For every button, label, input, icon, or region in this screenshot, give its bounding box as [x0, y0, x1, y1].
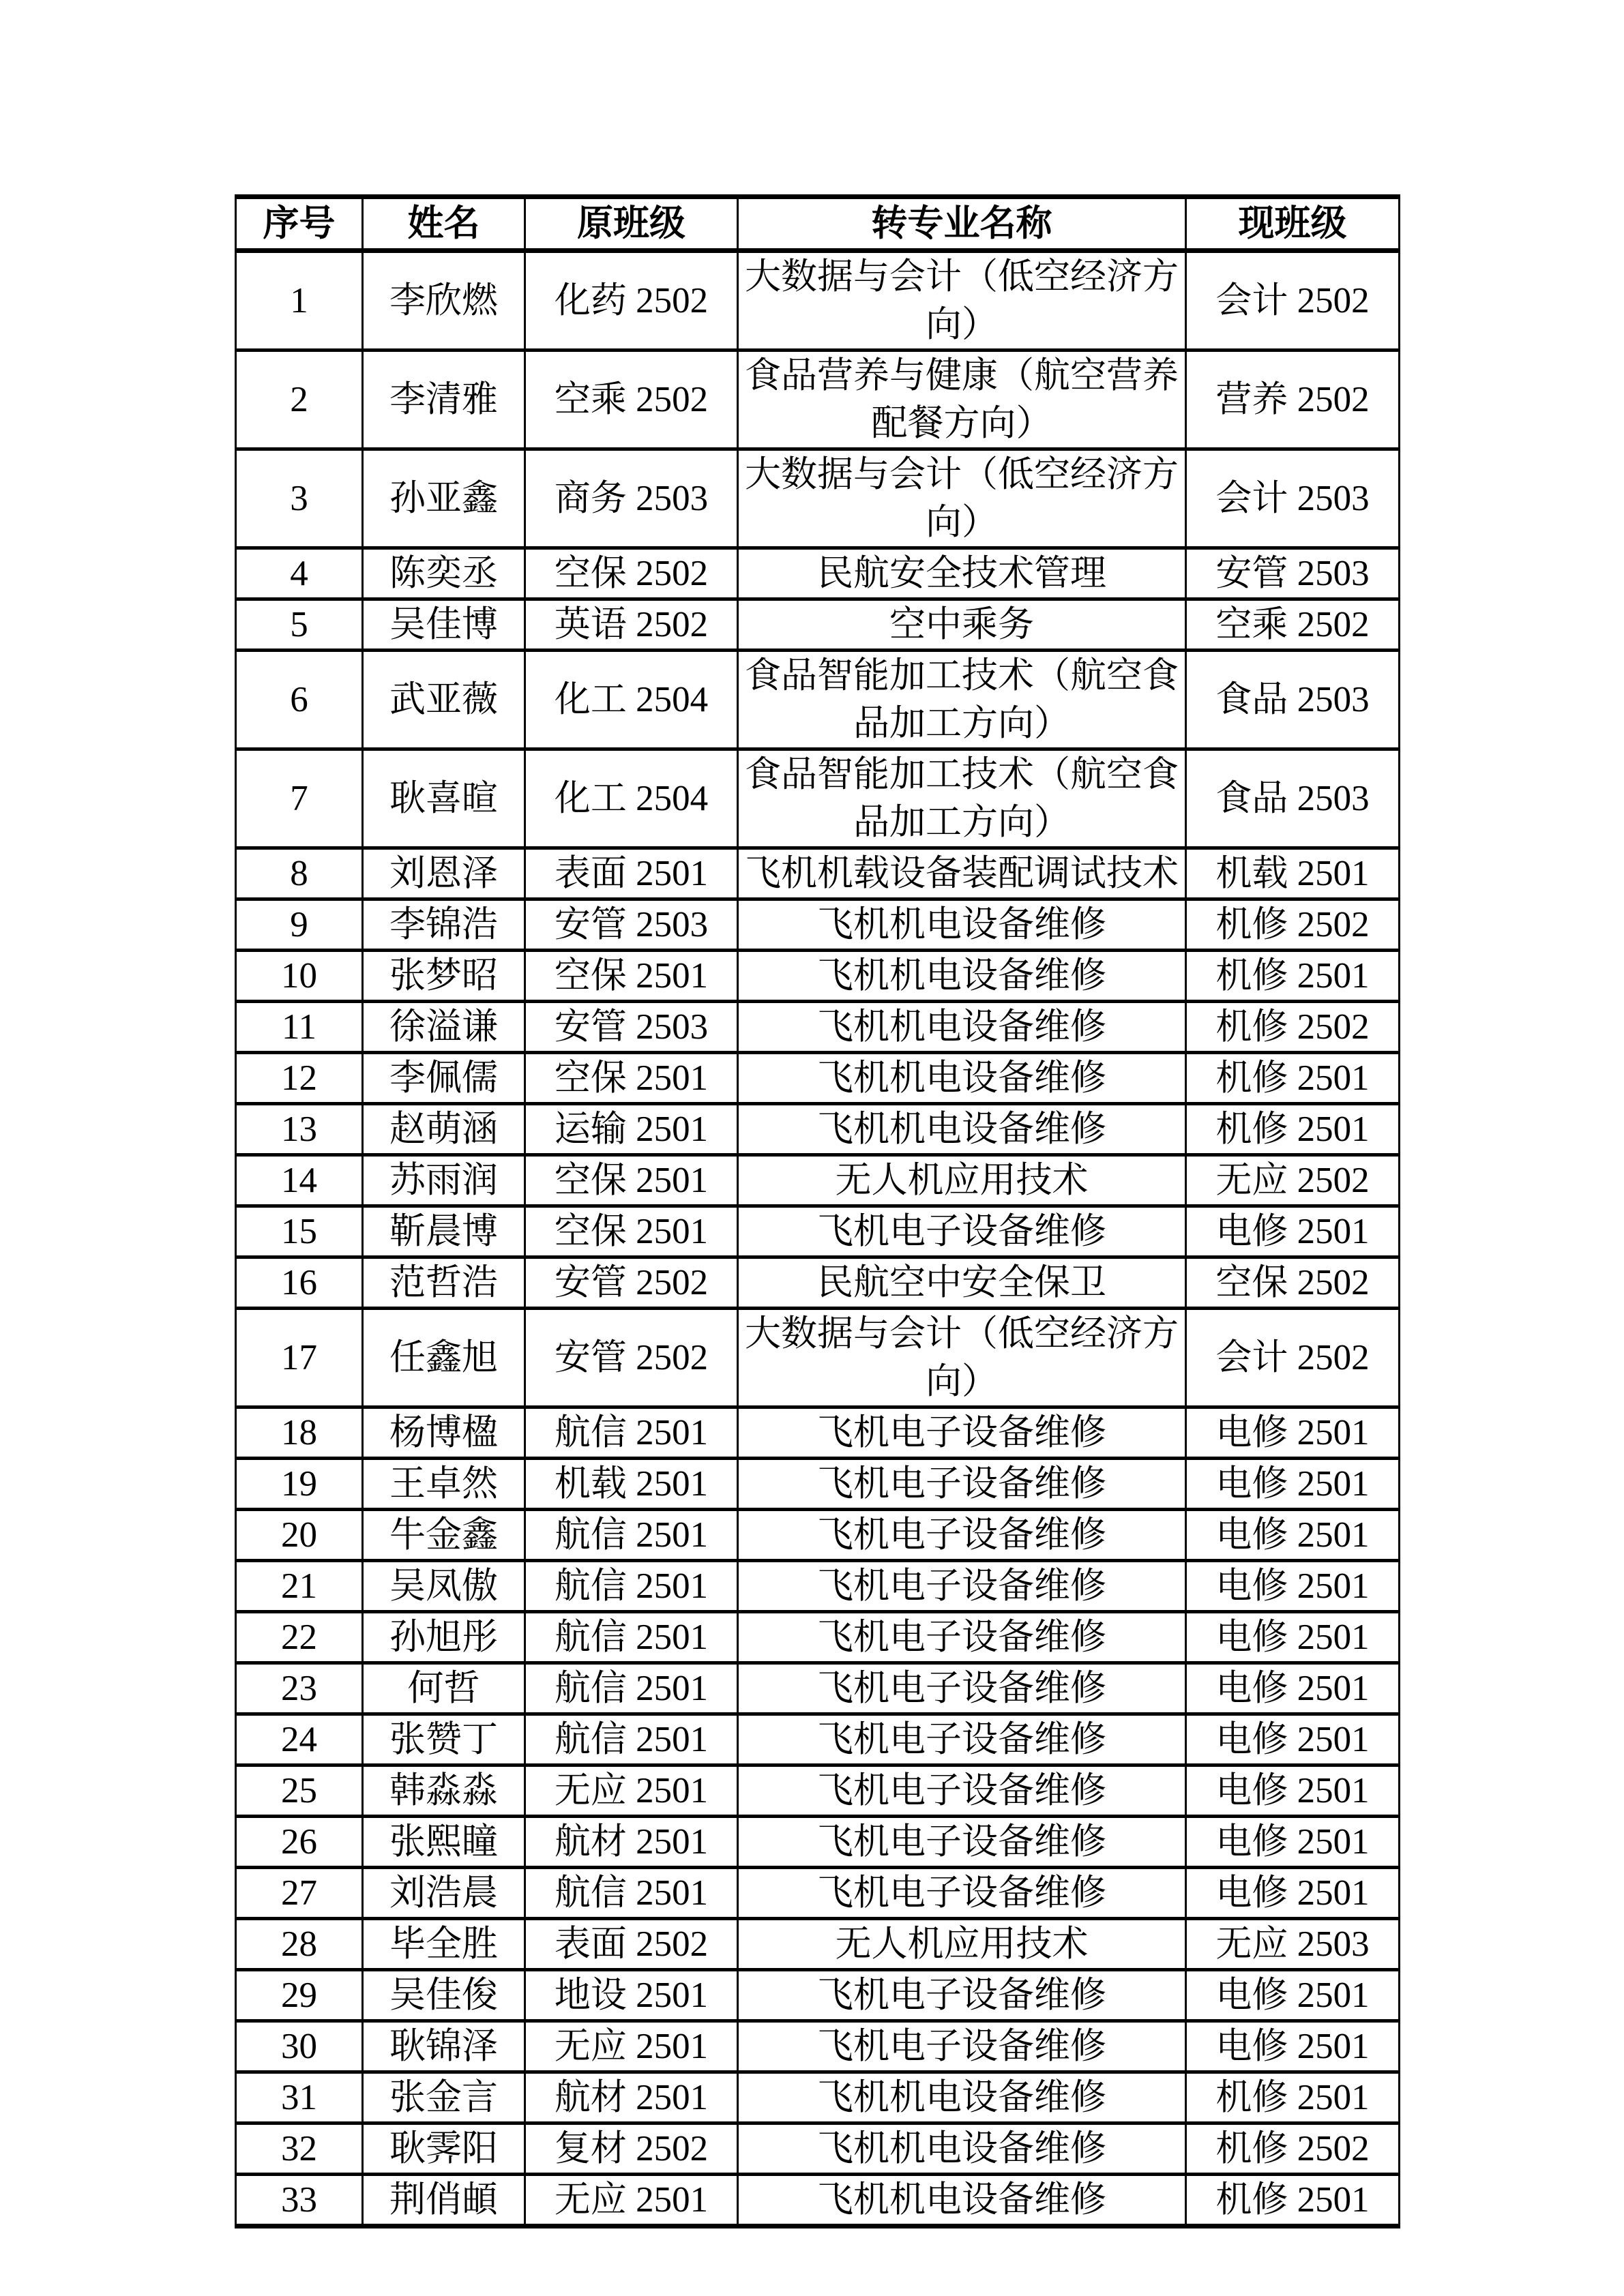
major-cell: 飞机电子设备维修: [738, 1561, 1186, 1612]
seq-cell: 23: [236, 1663, 363, 1714]
seq-cell: 28: [236, 1919, 363, 1970]
header-row: [236, 197, 1400, 251]
table-row: [236, 1765, 1400, 1817]
name-cell: 靳晨博: [363, 1206, 525, 1257]
new-class-cell: 电修 2501: [1186, 1206, 1400, 1257]
seq-cell: 10: [236, 951, 363, 1002]
new-class-cell: 电修 2501: [1186, 1459, 1400, 1510]
major-cell: 飞机机载设备装配调试技术: [738, 848, 1186, 899]
major-cell: 飞机机电设备维修: [738, 2072, 1186, 2123]
table-row: [236, 2123, 1400, 2175]
name-cell: 王卓然: [363, 1459, 525, 1510]
major-cell: 飞机电子设备维修: [738, 1612, 1186, 1663]
table-row: [236, 1663, 1400, 1714]
seq-cell: 2: [236, 351, 363, 449]
seq-cell: 15: [236, 1206, 363, 1257]
table-row: [236, 1257, 1400, 1309]
old-class-cell: 复材 2502: [525, 2123, 738, 2175]
table-row: [236, 2072, 1400, 2123]
table-row: [236, 1970, 1400, 2021]
new-class-cell: 机修 2502: [1186, 899, 1400, 951]
table-row: [236, 1919, 1400, 1970]
old-class-cell: 地设 2501: [525, 1970, 738, 2021]
major-cell: 飞机机电设备维修: [738, 2175, 1186, 2226]
table-row: [236, 1459, 1400, 1510]
old-class-cell: 空保 2501: [525, 1155, 738, 1206]
column-header: 序号: [236, 197, 363, 251]
name-cell: 吴佳博: [363, 599, 525, 651]
new-class-cell: 电修 2501: [1186, 1612, 1400, 1663]
table-row: [236, 1104, 1400, 1155]
old-class-cell: 无应 2501: [525, 1765, 738, 1817]
major-cell: 飞机电子设备维修: [738, 1407, 1186, 1459]
seq-cell: 26: [236, 1817, 363, 1868]
new-class-cell: 食品 2503: [1186, 749, 1400, 848]
transfer-roster-table: [235, 194, 1400, 2228]
table-row: [236, 651, 1400, 749]
name-cell: 李佩儒: [363, 1053, 525, 1104]
name-cell: 毕全胜: [363, 1919, 525, 1970]
old-class-cell: 无应 2501: [525, 2021, 738, 2072]
table-row: [236, 1868, 1400, 1919]
table-row: [236, 1155, 1400, 1206]
name-cell: 吴佳俊: [363, 1970, 525, 2021]
table-row: [236, 1510, 1400, 1561]
new-class-cell: 营养 2502: [1186, 351, 1400, 449]
table-row: [236, 1817, 1400, 1868]
name-cell: 刘恩泽: [363, 848, 525, 899]
table-row: [236, 1002, 1400, 1053]
old-class-cell: 航信 2501: [525, 1612, 738, 1663]
major-cell: 食品智能加工技术（航空食品加工方向）: [738, 749, 1186, 848]
column-header: 转专业名称: [738, 197, 1186, 251]
old-class-cell: 机载 2501: [525, 1459, 738, 1510]
major-cell: 飞机机电设备维修: [738, 1002, 1186, 1053]
old-class-cell: 航信 2501: [525, 1868, 738, 1919]
old-class-cell: 航信 2501: [525, 1561, 738, 1612]
major-cell: 飞机机电设备维修: [738, 2123, 1186, 2175]
old-class-cell: 航材 2501: [525, 2072, 738, 2123]
old-class-cell: 空保 2502: [525, 548, 738, 599]
major-cell: 飞机电子设备维修: [738, 2021, 1186, 2072]
table-row: [236, 1561, 1400, 1612]
old-class-cell: 空保 2501: [525, 951, 738, 1002]
name-cell: 吴凤傲: [363, 1561, 525, 1612]
major-cell: 飞机电子设备维修: [738, 1459, 1186, 1510]
new-class-cell: 安管 2503: [1186, 548, 1400, 599]
name-cell: 耿锦泽: [363, 2021, 525, 2072]
old-class-cell: 空乘 2502: [525, 351, 738, 449]
name-cell: 韩淼淼: [363, 1765, 525, 1817]
seq-cell: 8: [236, 848, 363, 899]
new-class-cell: 电修 2501: [1186, 1510, 1400, 1561]
seq-cell: 18: [236, 1407, 363, 1459]
name-cell: 耿霁阳: [363, 2123, 525, 2175]
name-cell: 张梦昭: [363, 951, 525, 1002]
name-cell: 牛金鑫: [363, 1510, 525, 1561]
new-class-cell: 电修 2501: [1186, 1714, 1400, 1765]
major-cell: 飞机电子设备维修: [738, 1817, 1186, 1868]
name-cell: 张熙瞳: [363, 1817, 525, 1868]
major-cell: 飞机电子设备维修: [738, 1765, 1186, 1817]
major-cell: 飞机电子设备维修: [738, 1206, 1186, 1257]
old-class-cell: 化工 2504: [525, 749, 738, 848]
column-header: 现班级: [1186, 197, 1400, 251]
seq-cell: 33: [236, 2175, 363, 2226]
old-class-cell: 表面 2501: [525, 848, 738, 899]
seq-cell: 22: [236, 1612, 363, 1663]
new-class-cell: 食品 2503: [1186, 651, 1400, 749]
new-class-cell: 机修 2502: [1186, 1002, 1400, 1053]
old-class-cell: 无应 2501: [525, 2175, 738, 2226]
old-class-cell: 化工 2504: [525, 651, 738, 749]
seq-cell: 27: [236, 1868, 363, 1919]
new-class-cell: 机修 2501: [1186, 1104, 1400, 1155]
seq-cell: 12: [236, 1053, 363, 1104]
seq-cell: 24: [236, 1714, 363, 1765]
old-class-cell: 空保 2501: [525, 1206, 738, 1257]
seq-cell: 14: [236, 1155, 363, 1206]
table-row: [236, 848, 1400, 899]
seq-cell: 20: [236, 1510, 363, 1561]
seq-cell: 6: [236, 651, 363, 749]
name-cell: 李欣燃: [363, 251, 525, 351]
old-class-cell: 安管 2503: [525, 899, 738, 951]
name-cell: 苏雨润: [363, 1155, 525, 1206]
seq-cell: 30: [236, 2021, 363, 2072]
old-class-cell: 商务 2503: [525, 449, 738, 548]
table-header: [236, 197, 1400, 251]
seq-cell: 11: [236, 1002, 363, 1053]
old-class-cell: 航材 2501: [525, 1817, 738, 1868]
table-row: [236, 2175, 1400, 2226]
major-cell: 食品智能加工技术（航空食品加工方向）: [738, 651, 1186, 749]
old-class-cell: 航信 2501: [525, 1407, 738, 1459]
name-cell: 孙旭彤: [363, 1612, 525, 1663]
name-cell: 何哲: [363, 1663, 525, 1714]
new-class-cell: 机修 2501: [1186, 1053, 1400, 1104]
seq-cell: 9: [236, 899, 363, 951]
seq-cell: 21: [236, 1561, 363, 1612]
new-class-cell: 机修 2502: [1186, 2123, 1400, 2175]
seq-cell: 19: [236, 1459, 363, 1510]
major-cell: 食品营养与健康（航空营养配餐方向）: [738, 351, 1186, 449]
major-cell: 飞机机电设备维修: [738, 899, 1186, 951]
old-class-cell: 英语 2502: [525, 599, 738, 651]
table-row: [236, 1053, 1400, 1104]
major-cell: 无人机应用技术: [738, 1919, 1186, 1970]
major-cell: 飞机电子设备维修: [738, 1663, 1186, 1714]
new-class-cell: 电修 2501: [1186, 1765, 1400, 1817]
major-cell: 民航安全技术管理: [738, 548, 1186, 599]
major-cell: 无人机应用技术: [738, 1155, 1186, 1206]
new-class-cell: 会计 2503: [1186, 449, 1400, 548]
table-row: [236, 1407, 1400, 1459]
new-class-cell: 电修 2501: [1186, 1868, 1400, 1919]
old-class-cell: 安管 2502: [525, 1309, 738, 1407]
table-row: [236, 449, 1400, 548]
seq-cell: 31: [236, 2072, 363, 2123]
major-cell: 大数据与会计（低空经济方向）: [738, 251, 1186, 351]
table-row: [236, 2021, 1400, 2072]
column-header: 原班级: [525, 197, 738, 251]
name-cell: 范哲浩: [363, 1257, 525, 1309]
old-class-cell: 航信 2501: [525, 1714, 738, 1765]
table-row: [236, 951, 1400, 1002]
new-class-cell: 电修 2501: [1186, 1561, 1400, 1612]
name-cell: 孙亚鑫: [363, 449, 525, 548]
table-row: [236, 1206, 1400, 1257]
new-class-cell: 电修 2501: [1186, 1407, 1400, 1459]
seq-cell: 1: [236, 251, 363, 351]
new-class-cell: 空保 2502: [1186, 1257, 1400, 1309]
new-class-cell: 电修 2501: [1186, 1663, 1400, 1714]
seq-cell: 4: [236, 548, 363, 599]
seq-cell: 3: [236, 449, 363, 548]
major-cell: 大数据与会计（低空经济方向）: [738, 449, 1186, 548]
old-class-cell: 航信 2501: [525, 1663, 738, 1714]
new-class-cell: 无应 2503: [1186, 1919, 1400, 1970]
table-row: [236, 1714, 1400, 1765]
new-class-cell: 机修 2501: [1186, 2072, 1400, 2123]
table-row: [236, 599, 1400, 651]
name-cell: 武亚薇: [363, 651, 525, 749]
new-class-cell: 电修 2501: [1186, 1970, 1400, 2021]
new-class-cell: 电修 2501: [1186, 2021, 1400, 2072]
new-class-cell: 机修 2501: [1186, 2175, 1400, 2226]
table-row: [236, 548, 1400, 599]
table-row: [236, 351, 1400, 449]
table-row: [236, 1612, 1400, 1663]
old-class-cell: 化药 2502: [525, 251, 738, 351]
major-cell: 飞机电子设备维修: [738, 1510, 1186, 1561]
old-class-cell: 安管 2502: [525, 1257, 738, 1309]
major-cell: 飞机电子设备维修: [738, 1868, 1186, 1919]
major-cell: 民航空中安全保卫: [738, 1257, 1186, 1309]
name-cell: 陈奕丞: [363, 548, 525, 599]
name-cell: 任鑫旭: [363, 1309, 525, 1407]
column-header: 姓名: [363, 197, 525, 251]
name-cell: 赵萌涵: [363, 1104, 525, 1155]
old-class-cell: 空保 2501: [525, 1053, 738, 1104]
seq-cell: 17: [236, 1309, 363, 1407]
seq-cell: 32: [236, 2123, 363, 2175]
name-cell: 耿喜暄: [363, 749, 525, 848]
major-cell: 大数据与会计（低空经济方向）: [738, 1309, 1186, 1407]
old-class-cell: 航信 2501: [525, 1510, 738, 1561]
new-class-cell: 空乘 2502: [1186, 599, 1400, 651]
new-class-cell: 机载 2501: [1186, 848, 1400, 899]
name-cell: 张金言: [363, 2072, 525, 2123]
old-class-cell: 安管 2503: [525, 1002, 738, 1053]
name-cell: 刘浩晨: [363, 1868, 525, 1919]
new-class-cell: 电修 2501: [1186, 1817, 1400, 1868]
new-class-cell: 会计 2502: [1186, 1309, 1400, 1407]
new-class-cell: 无应 2502: [1186, 1155, 1400, 1206]
seq-cell: 25: [236, 1765, 363, 1817]
old-class-cell: 表面 2502: [525, 1919, 738, 1970]
new-class-cell: 会计 2502: [1186, 251, 1400, 351]
name-cell: 徐溢谦: [363, 1002, 525, 1053]
table-row: [236, 899, 1400, 951]
major-cell: 空中乘务: [738, 599, 1186, 651]
name-cell: 荆俏頔: [363, 2175, 525, 2226]
name-cell: 杨博楹: [363, 1407, 525, 1459]
major-cell: 飞机机电设备维修: [738, 1053, 1186, 1104]
seq-cell: 5: [236, 599, 363, 651]
table-row: [236, 251, 1400, 351]
major-cell: 飞机电子设备维修: [738, 1970, 1186, 2021]
table-row: [236, 1309, 1400, 1407]
new-class-cell: 机修 2501: [1186, 951, 1400, 1002]
major-cell: 飞机电子设备维修: [738, 1714, 1186, 1765]
old-class-cell: 运输 2501: [525, 1104, 738, 1155]
seq-cell: 13: [236, 1104, 363, 1155]
name-cell: 李清雅: [363, 351, 525, 449]
name-cell: 张赞丁: [363, 1714, 525, 1765]
seq-cell: 16: [236, 1257, 363, 1309]
seq-cell: 7: [236, 749, 363, 848]
seq-cell: 29: [236, 1970, 363, 2021]
major-cell: 飞机机电设备维修: [738, 951, 1186, 1002]
name-cell: 李锦浩: [363, 899, 525, 951]
table-body: [236, 251, 1400, 2226]
major-cell: 飞机机电设备维修: [738, 1104, 1186, 1155]
table-row: [236, 749, 1400, 848]
